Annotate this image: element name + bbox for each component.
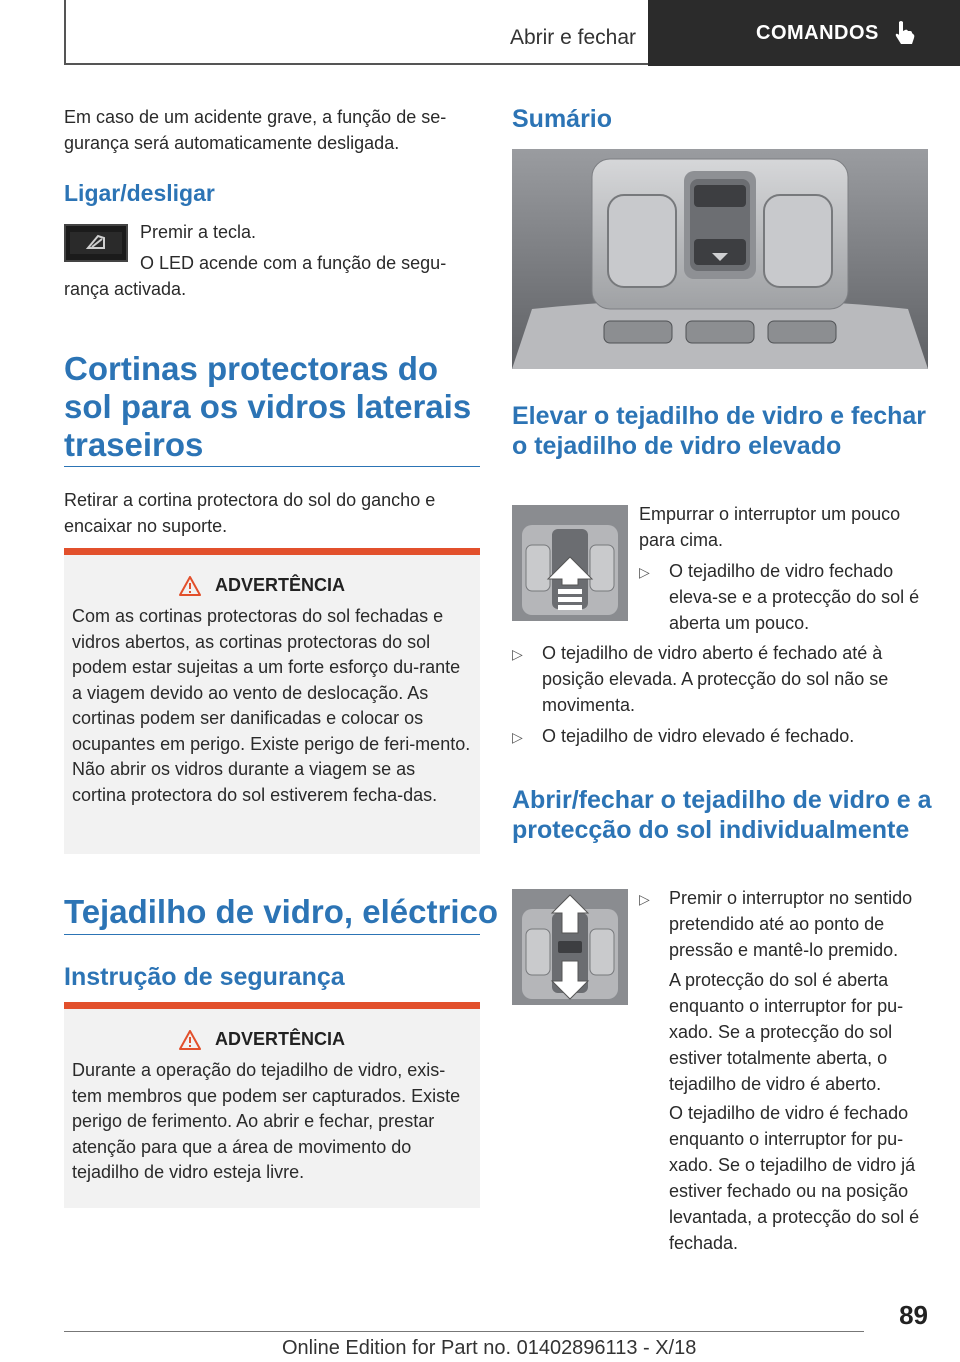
onoff-step1: Premir a tecla. (140, 222, 257, 242)
summary-heading: Sumário (512, 105, 613, 133)
triangle-bullet-icon: ▷ (639, 564, 650, 580)
overhead-console-image (512, 149, 928, 369)
list-item-text: Premir o interruptor no sentido pretendido até ao ponto de pressão e mantê-lo premido. (669, 888, 913, 960)
warning-box-blinds (64, 548, 480, 854)
raise-text: Empurrar o interruptor um pouco para cima. (639, 504, 901, 550)
chapter-tab[interactable] (648, 0, 960, 66)
list-item-text: O tejadilho de vidro elevado é fechado. (542, 726, 855, 746)
list-item-text: O tejadilho de vidro fechado eleva-se e a protecção do sol é aberta um pouco. (669, 561, 920, 633)
warning-triangle-icon (179, 1030, 201, 1050)
warning-header (72, 1029, 472, 1050)
list-item-text: O tejadilho de vidro aberto é fechado até à posição elevada. A protecção do sol não se movimenta. (542, 643, 889, 715)
individual-para-1: A protecção do sol é aberta enquanto o interruptor for pu-xado. Se a protecção do sol estiver totalmente aberta, o tejadilho de vidro é aberto. (669, 970, 904, 1094)
footer-edition: Online Edition for Part no. 01402896113 - X/18 (282, 1337, 697, 1359)
blinds-heading-rule (64, 466, 480, 467)
hand-pointer-icon (893, 20, 915, 46)
individual-para-2: O tejadilho de vidro é fechado enquanto o interruptor for pu-xado. Se o tejadilho de vidro já estiver fechado ou na posição levantada, a protecção do sol é fechada. (669, 1103, 920, 1253)
list-item (512, 640, 928, 718)
switch-push-up-image (512, 505, 628, 621)
chapter-title: COMANDOS (756, 21, 879, 44)
triangle-bullet-icon: ▷ (512, 646, 523, 662)
warning-title: ADVERTÊNCIA (214, 1029, 345, 1049)
header-rule (64, 0, 66, 64)
warning-header (72, 575, 472, 596)
warning-text: Com as cortinas protectoras do sol fechadas e vidros abertos, as cortinas protectoras do sol podem estar sujeitas a um forte esforço du-rante a viagem devido ao vento de deslocação. As cortinas podem ser danificadas e colocar os ocupantes em perigo. Existe perigo de feri-mento. Não abrir os vidros durante a viagem se as cortina protectora do sol estiverem fecha-das. (72, 606, 471, 805)
blinds-heading: Cortinas protectoras do sol para os vidros laterais traseiros (64, 350, 472, 463)
warning-text: Durante a operação do tejadilho de vidro, exis-tem membros que podem ser capturados. Existe perigo de ferimento. Ao abrir e fechar, prestar atenção para que a área de movimento do tejadilho de vidro esteja livre. (72, 1060, 461, 1182)
triangle-bullet-icon: ▷ (639, 891, 650, 907)
intro-text: Em caso de um acidente grave, a função de se-gurança será automaticamente desligada. (64, 107, 447, 153)
safety-heading: Instrução de segurança (64, 963, 345, 991)
page-number: 89 (899, 1300, 928, 1330)
header-section-title: Abrir e fechar (509, 26, 636, 49)
header-underline (64, 63, 648, 65)
onoff-step2: O LED acende com a função de segu-rança activada. (64, 253, 447, 299)
roof-heading: Tejadilho de vidro, eléctrico (64, 893, 498, 930)
switch-up-down-image (512, 889, 628, 1005)
individual-heading: Abrir/fechar o tejadilho de vidro e a protecção do sol individualmente (512, 786, 932, 844)
warning-title: ADVERTÊNCIA (214, 575, 345, 595)
list-item (639, 558, 929, 636)
roof-heading-rule (64, 934, 480, 935)
raise-heading: Elevar o tejadilho de vidro e fechar o tejadilho de vidro elevado (512, 402, 927, 460)
warning-triangle-icon (179, 576, 201, 596)
onoff-heading: Ligar/desligar (64, 180, 215, 206)
list-item (512, 723, 928, 750)
warning-box-roof (64, 1002, 480, 1208)
list-item (639, 885, 929, 963)
triangle-bullet-icon: ▷ (512, 729, 523, 745)
blinds-text: Retirar a cortina protectora do sol do gancho e encaixar no suporte. (64, 490, 436, 536)
footer-rule (64, 1331, 864, 1332)
